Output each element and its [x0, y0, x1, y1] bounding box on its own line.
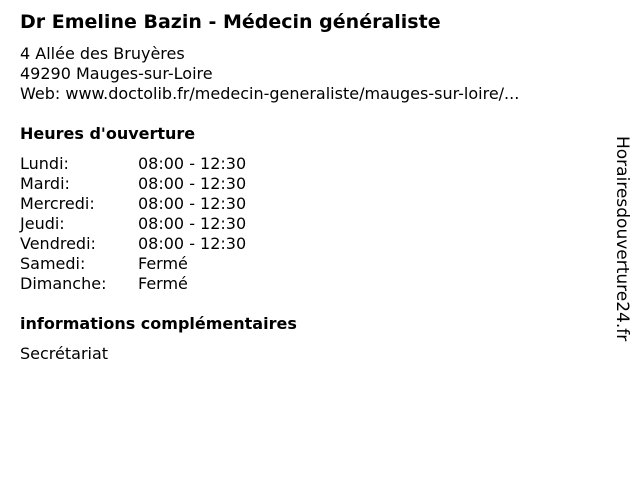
hours-time: 08:00 - 12:30: [138, 234, 247, 253]
address-street: 4 Allée des Bruyères: [20, 44, 185, 63]
hours-time: 08:00 - 12:30: [138, 174, 247, 193]
hours-time: 08:00 - 12:30: [138, 194, 247, 213]
hours-day: Lundi:: [20, 154, 69, 173]
opening-hours-heading: Heures d'ouverture: [20, 124, 196, 143]
hours-day: Samedi:: [20, 254, 86, 273]
page-title: Dr Emeline Bazin - Médecin généraliste: [20, 11, 441, 33]
hours-time: Fermé: [138, 274, 188, 293]
additional-info-text: Secrétariat: [20, 344, 109, 363]
address-city: 49290 Mauges-sur-Loire: [20, 64, 213, 83]
address-block: [20, 44, 519, 104]
hours-time: 08:00 - 12:30: [138, 214, 247, 233]
hours-day: Mardi:: [20, 174, 70, 193]
hours-day: Vendredi:: [20, 234, 96, 253]
hours-day: Dimanche:: [20, 274, 107, 293]
hours-time: Fermé: [138, 254, 188, 273]
additional-info-heading: informations complémentaires: [20, 314, 297, 333]
hours-day: Jeudi:: [20, 214, 65, 233]
hours-day: Mercredi:: [20, 194, 95, 213]
hours-time: 08:00 - 12:30: [138, 154, 247, 173]
website-link[interactable]: Web: www.doctolib.fr/medecin-generaliste/mauges-sur-loire/...: [20, 84, 520, 103]
site-watermark: Horairesdouverture24.fr: [612, 136, 632, 342]
